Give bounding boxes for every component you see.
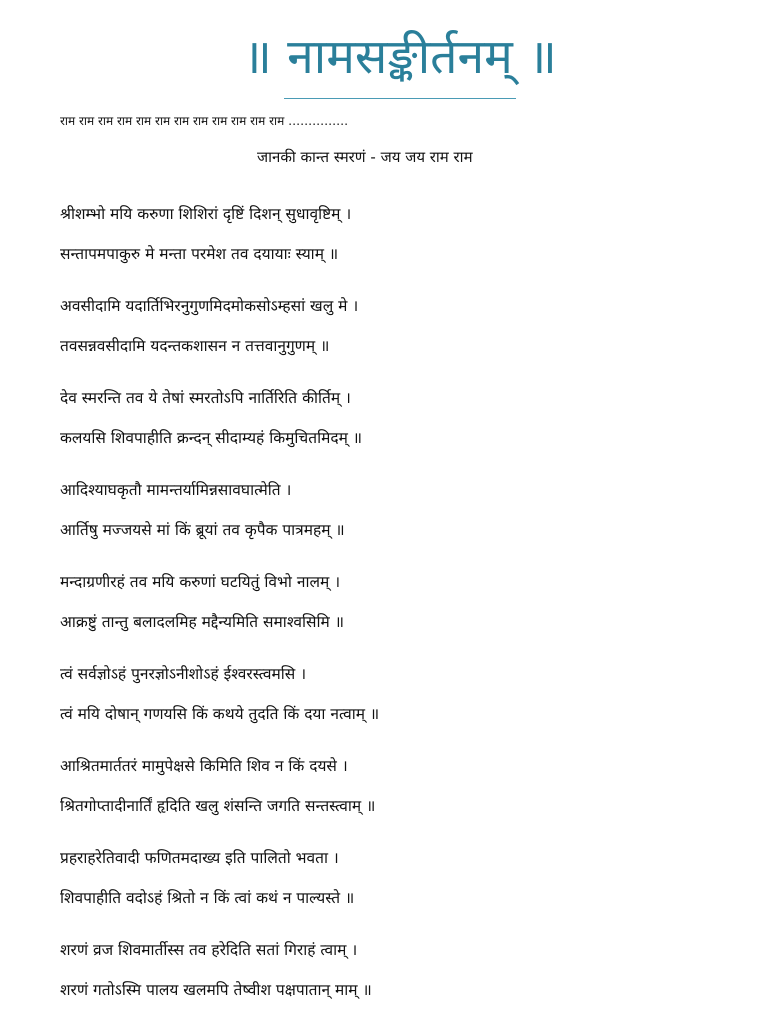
verse-4-line-2: आर्तिषु मज्जयसे मां किं ब्रूयां तव कृपैक पात्रमहम् ॥ xyxy=(60,521,345,539)
verse-7-line-2: श्रितगोप्तादीनार्तिं हृदिति खलु शंसन्ति जगति सन्तस्त्वाम् ॥ xyxy=(60,797,376,815)
verse-5-line-2: आक्रष्टुं तान्तु बलादलमिह मद्दैन्यमिति समाश्वसिमि ॥ xyxy=(60,613,345,631)
page-title: ॥ नामसङ्कीर्तनम् ॥ xyxy=(243,29,557,85)
verse-4-line-1: आदिश्याघकृतौ मामन्तर्यामिन्नसावघात्मेति । xyxy=(60,481,292,499)
title-underline xyxy=(284,98,516,99)
verse-3-line-1: देव स्मरन्ति तव ये तेषां स्मरतोऽपि नार्तिरिति कीर्तिम् । xyxy=(60,389,351,407)
rama-chant-line: राम राम राम राम राम राम राम राम राम राम राम राम …………… xyxy=(60,114,349,128)
verse-8-line-2: शिवपाहीति वदोऽहं श्रितो न किं त्वां कथं न पाल्यस्ते ॥ xyxy=(60,889,355,907)
subtitle: जानकी कान्त स्मरणं - जय जय राम राम xyxy=(257,148,473,166)
verse-3-line-2: कलयसि शिवपाहीति क्रन्दन् सीदाम्यहं किमुचितमिदम् ॥ xyxy=(60,429,363,447)
verse-1-line-2: सन्तापमपाकुरु मे मन्ता परमेश तव दयायाः स्याम् ॥ xyxy=(60,245,339,263)
verse-2-line-1: अवसीदामि यदार्तिभिरनुगुणमिदमोकसोऽम्हसां खलु मे । xyxy=(60,297,359,315)
verse-9-line-2: शरणं गतोऽस्मि पालय खलमपि तेष्वीश पक्षपातान् माम् ॥ xyxy=(60,981,372,999)
verse-8-line-1: प्रहराहरेतिवादी फणितमदाख्य इति पालितो भवता । xyxy=(60,849,339,867)
verse-6-line-1: त्वं सर्वज्ञोऽहं पुनरज्ञोऽनीशोऽहं ईश्वरस्त्वमसि । xyxy=(60,665,307,683)
verse-7-line-1: आश्रितमार्ततरं मामुपेक्षसे किमिति शिव न किं दयसे । xyxy=(60,757,348,775)
verse-9-line-1: शरणं व्रज शिवमार्तीस्स तव हरेदिति सतां गिराहं त्वाम् । xyxy=(60,941,358,959)
verse-6-line-2: त्वं मयि दोषान् गणयसि किं कथये तुदति किं दया नत्वाम् ॥ xyxy=(60,705,380,723)
verse-1-line-1: श्रीशम्भो मयि करुणा शिशिरां दृष्टिं दिशन् सुधावृष्टिम् । xyxy=(60,205,352,223)
verse-2-line-2: तवसन्नवसीदामि यदन्तकशासन न तत्तवानुगुणम् ॥ xyxy=(60,337,330,355)
verse-5-line-1: मन्दाग्रणीरहं तव मयि करुणां घटयितुं विभो नालम् । xyxy=(60,573,341,591)
